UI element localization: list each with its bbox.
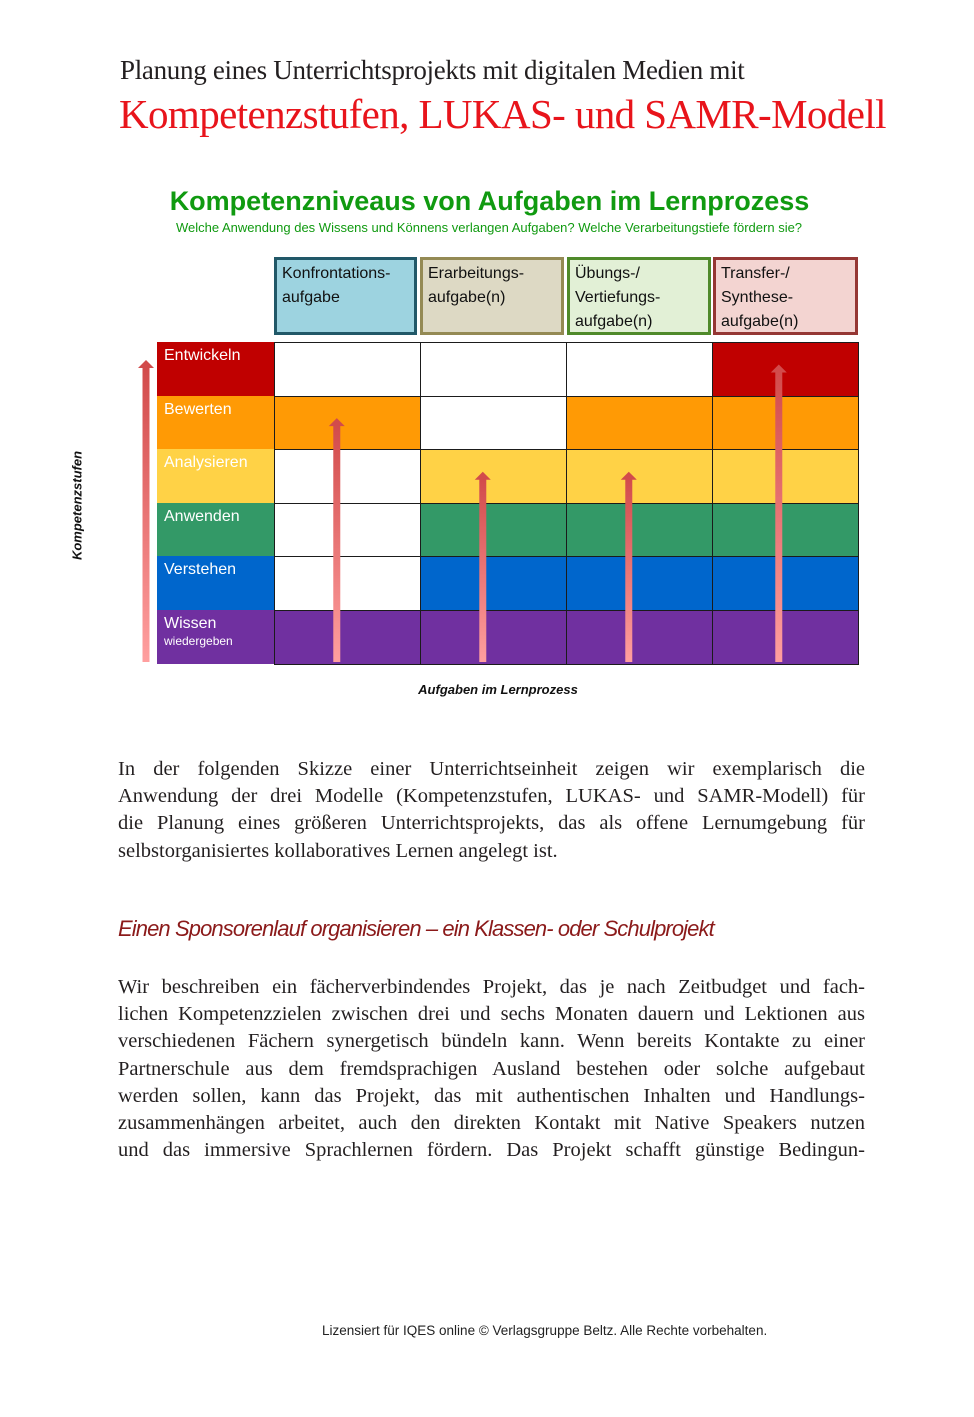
x-axis-label: Aufgaben im Lernprozess [418, 682, 578, 697]
matrix-cell [566, 556, 713, 611]
column-header [567, 257, 711, 335]
row-label-text: Anwenden [164, 507, 240, 525]
matrix-cell [566, 449, 713, 504]
matrix-cell [566, 503, 713, 558]
column-header-line: Vertiefungs- [575, 289, 661, 306]
y-axis-label: Kompetenzstufen [69, 450, 85, 561]
matrix-cell [712, 503, 859, 558]
column-header-line: aufgabe(n) [721, 313, 799, 330]
matrix-cell [420, 503, 567, 558]
matrix-cell [712, 449, 859, 504]
column-header-line: aufgabe(n) [428, 289, 506, 306]
matrix-cell [420, 342, 567, 397]
column-header-line: aufgabe(n) [575, 313, 653, 330]
row-sublabel: wiedergeben [164, 634, 233, 648]
page-subtitle: Planung eines Unterrichtsprojekts mit digitalen Medien mit [120, 55, 745, 85]
row-label-text: Wissen [164, 615, 217, 632]
footer-license: Lizensiert für IQES online © Verlagsgruppe Beltz. Alle Rechte vorbehalten. [322, 1323, 768, 1338]
column-header-line: Transfer-/ [721, 265, 790, 282]
row-label [157, 342, 274, 396]
paragraph-line: Wir beschreiben ein fächerverbindendes Projekt, das je nach Zeitbudget und fach- [118, 976, 865, 998]
matrix-cell [566, 342, 713, 397]
section-heading: Einen Sponsorenlauf organisieren – ein Klassen- oder Schulprojekt [118, 916, 714, 941]
matrix-cell [566, 610, 713, 665]
matrix-cell [420, 610, 567, 665]
row-label [157, 556, 274, 610]
matrix-cell [274, 556, 421, 611]
column-header-line: Konfrontations- [282, 265, 391, 282]
page-title: Kompetenzstufen, LUKAS- und SAMR-Modell [119, 91, 886, 137]
paragraph-line: lichen Kompetenzzielen zwischen drei und sechs Monaten dauern und Lektionen aus [118, 1003, 865, 1026]
matrix-cell [420, 449, 567, 504]
row-label [157, 503, 274, 557]
matrix-cell [712, 396, 859, 451]
y-axis-arrow [138, 360, 154, 662]
figure-title: Kompetenzniveaus von Aufgaben im Lernprozess [169, 186, 810, 216]
matrix-cell [274, 396, 421, 451]
matrix-cell [712, 342, 859, 397]
paragraph-line: Partnerschule aus dem fremdsprachigen Ausland bestehen oder solche aufgebaut [118, 1057, 865, 1080]
matrix-cell [274, 449, 421, 504]
paragraph-line: zusammenhängen arbeitet, auch den direkten Kontakt mit Native Speakers nutzen [118, 1112, 865, 1135]
column-header-line: Übungs-/ [575, 265, 640, 282]
column-header-line: Erarbeitungs- [428, 265, 525, 282]
paragraph-line: selbstorganisiertes kollaboratives Lernen angelegt ist. [118, 839, 558, 862]
figure-subtitle: Welche Anwendung des Wissens und Könnens verlangen Aufgaben? Welche Verarbeitungstiefe fördern sie? [175, 220, 803, 235]
row-label [157, 449, 274, 503]
paragraph-line: und das immersive Sprachlernen fördern. Das Projekt schafft günstige Bedingun- [118, 1139, 865, 1162]
row-label [157, 610, 274, 664]
paragraph-line: die Planung eines größeren Unterrichtsprojekts, das als offene Lernumgebung für [118, 812, 865, 835]
intro-paragraph [118, 756, 865, 865]
row-label [157, 396, 274, 450]
matrix-cell [420, 556, 567, 611]
column-header [274, 257, 417, 335]
matrix-cell [712, 610, 859, 665]
paragraph-line: werden sollen, kann das Projekt, das mit authentischen Inhalten und Handlungs- [118, 1084, 865, 1107]
column-header-line: Synthese- [721, 289, 794, 306]
row-label-text: Entwickeln [164, 347, 241, 364]
row-label-text: Bewerten [164, 400, 232, 418]
paragraph-line: Anwendung der drei Modelle (Kompetenzstufen, LUKAS- und SAMR-Modell) für [118, 785, 865, 808]
paragraph-line: In der folgenden Skizze einer Unterrichtseinheit zeigen wir exemplarisch die [118, 758, 865, 780]
column-header-line: aufgabe [282, 289, 340, 306]
matrix-cell [274, 503, 421, 558]
matrix-cell [274, 342, 421, 397]
row-label-text: Analysieren [164, 454, 248, 472]
row-label-text: Verstehen [164, 561, 237, 579]
paragraph-line: verschiedenen Fächern synergetisch bündeln kann. Wenn bereits Kontakte zu einer [118, 1030, 865, 1053]
column-header [713, 257, 858, 335]
matrix-cell [420, 396, 567, 451]
body-paragraph [118, 974, 865, 1164]
matrix-cell [712, 556, 859, 611]
matrix-cell [566, 396, 713, 451]
column-header [420, 257, 564, 335]
matrix-cell [274, 610, 421, 665]
